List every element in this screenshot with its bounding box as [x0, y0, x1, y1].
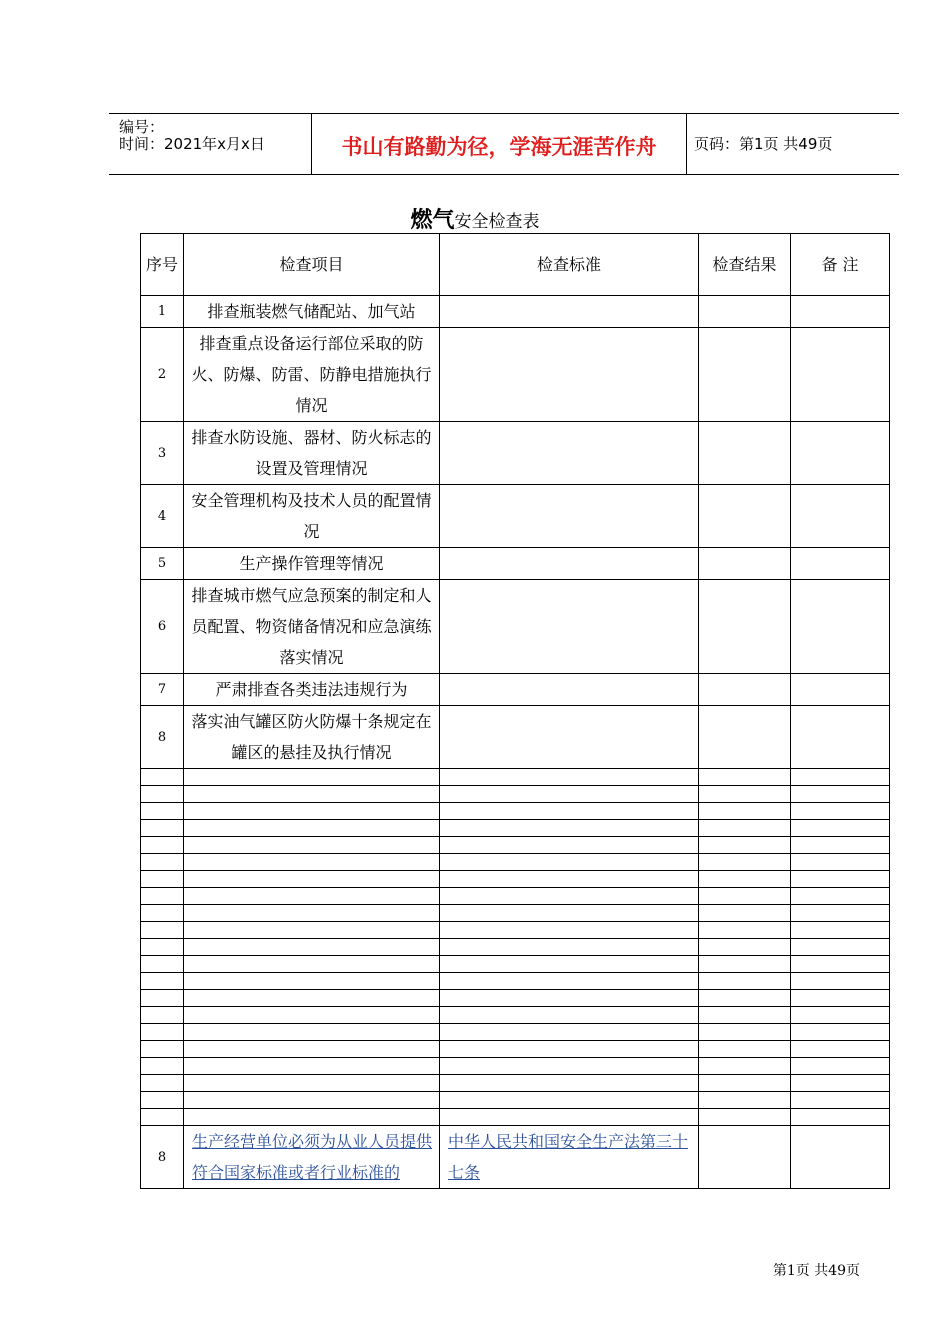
row-item: 安全管理机构及技术人员的配置情况 — [184, 485, 440, 548]
page-title — [0, 203, 950, 234]
blank-row — [141, 922, 890, 939]
blank-row — [141, 769, 890, 786]
row-seq: 4 — [141, 485, 184, 548]
row-item: 严肃排查各类违法违规行为 — [184, 674, 440, 706]
row-seq: 6 — [141, 580, 184, 674]
time-label: 时间：2021年x月x日 — [119, 135, 265, 153]
blank-row — [141, 973, 890, 990]
row-item: 排查水防设施、器材、防火标志的设置及管理情况 — [184, 422, 440, 485]
row-seq: 7 — [141, 674, 184, 706]
last-row-standard-link[interactable]: 中华人民共和国安全生产法第三十七条 — [448, 1132, 689, 1182]
table-row — [141, 422, 890, 485]
blank-row — [141, 1024, 890, 1041]
header-seq: 序号 — [141, 234, 184, 296]
row-seq: 3 — [141, 422, 184, 485]
blank-row — [141, 888, 890, 905]
table-row — [141, 296, 890, 328]
blank-row — [141, 1109, 890, 1126]
page-label: 页码：第1页 共49页 — [694, 135, 833, 153]
table-row — [141, 580, 890, 674]
title-bold: 燃气 — [410, 207, 455, 233]
blank-row — [141, 1007, 890, 1024]
header-result: 检查结果 — [699, 234, 791, 296]
row-item: 排查重点设备运行部位采取的防火、防爆、防雷、防静电措施执行情况 — [184, 328, 440, 422]
code-label: 编号： — [119, 118, 165, 136]
blank-row — [141, 939, 890, 956]
blank-row — [141, 871, 890, 888]
page-footer: 第1页 共49页 — [772, 1263, 860, 1279]
blank-row — [141, 1058, 890, 1075]
table-row — [141, 706, 890, 769]
blank-row — [141, 1075, 890, 1092]
blank-row — [141, 956, 890, 973]
motto: 书山有路勤为径，学海无涯苦作舟 — [341, 135, 657, 159]
blank-row — [141, 1092, 890, 1109]
row-seq: 2 — [141, 328, 184, 422]
blank-row — [141, 786, 890, 803]
blank-row — [141, 854, 890, 871]
row-seq: 1 — [141, 296, 184, 328]
row-item: 生产操作管理等情况 — [184, 548, 440, 580]
blank-row — [141, 837, 890, 854]
row-item: 排查城市燃气应急预案的制定和人员配置、物资储备情况和应急演练落实情况 — [184, 580, 440, 674]
table-row — [141, 485, 890, 548]
last-row-seq: 8 — [141, 1126, 184, 1189]
header-standard: 检查标准 — [440, 234, 699, 296]
blank-row — [141, 905, 890, 922]
header-page-cell — [685, 114, 899, 174]
row-seq: 8 — [141, 706, 184, 769]
table-header-row — [141, 234, 890, 296]
table-row — [141, 674, 890, 706]
header-motto-cell — [311, 114, 687, 174]
table-row — [141, 548, 890, 580]
table-row — [141, 1126, 890, 1189]
blank-row — [141, 1041, 890, 1058]
last-row-item-link[interactable]: 生产经营单位必须为从业人员提供符合国家标准或者行业标准的 — [192, 1132, 433, 1182]
blank-row — [141, 820, 890, 837]
blank-row — [141, 990, 890, 1007]
header-info-cell — [109, 114, 311, 174]
header-remark: 备 注 — [791, 234, 890, 296]
header-item: 检查项目 — [184, 234, 440, 296]
blank-row — [141, 803, 890, 820]
checklist-table — [140, 233, 890, 1189]
document-header — [109, 113, 899, 175]
row-item: 落实油气罐区防火防爆十条规定在罐区的悬挂及执行情况 — [184, 706, 440, 769]
row-seq: 5 — [141, 548, 184, 580]
table-row — [141, 328, 890, 422]
row-item: 排查瓶装燃气储配站、加气站 — [184, 296, 440, 328]
title-rest: 安全检查表 — [454, 212, 540, 232]
